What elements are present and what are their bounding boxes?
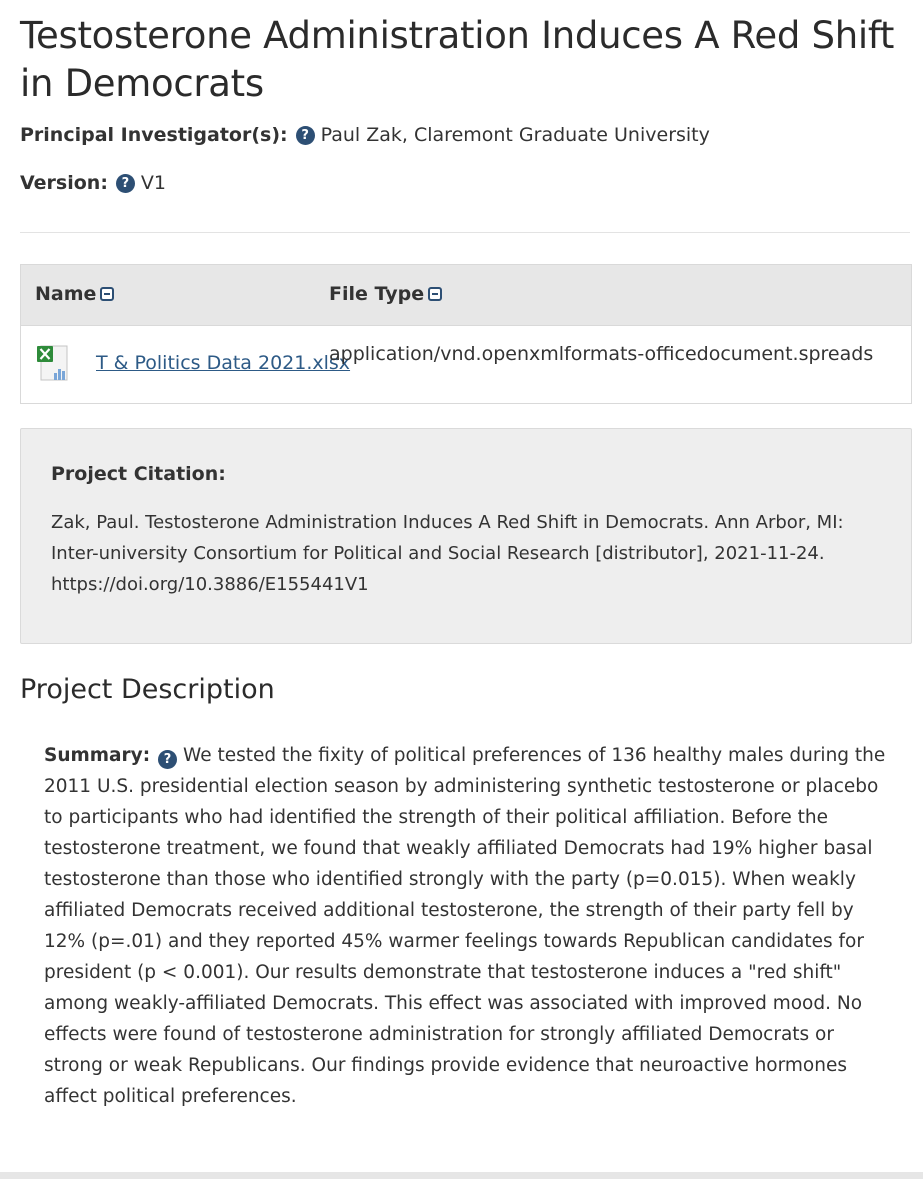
investigator-label: Principal Investigator(s): xyxy=(20,124,288,146)
sort-toggle-icon[interactable] xyxy=(100,287,114,301)
page-title: Testosterone Administration Induces A Red Shift in Democrats xyxy=(20,14,895,105)
table-row xyxy=(21,326,911,404)
files-table xyxy=(20,264,912,404)
citation-heading: Project Citation: xyxy=(51,463,226,485)
help-icon[interactable]: ? xyxy=(116,174,135,193)
column-header-name-label: Name xyxy=(35,283,97,305)
excel-file-icon xyxy=(37,344,73,384)
divider xyxy=(20,232,910,233)
description-heading: Project Description xyxy=(20,674,275,705)
version-value: V1 xyxy=(140,172,167,194)
column-header-file-type[interactable] xyxy=(329,283,442,305)
files-table-header xyxy=(21,265,911,326)
investigator-row xyxy=(20,124,710,146)
version-label: Version: xyxy=(20,172,108,194)
summary-text: We tested the fixity of political preferences of 136 healthy males during the 2011 U.S. presidential election season by administering synthetic testosterone or placebo to participants who had identified the strength of their political affiliation. Before the testosterone treatment, we found that weakly affiliated Democrats had 19% higher basal testosterone than those who identified strongly with the party (p=0.015). When weakly affiliated Democrats received additional testosterone, the strength of their party fell by 12% (p=.01) and they reported 45% warmer feelings towards Republican candidates for president (p < 0.001). Our results demonstrate that testosterone induces a "red shift" among weakly-affiliated Democrats. This effect was associated with improved mood. No effects were found of testosterone administration for strongly affiliated Democrats or strong or weak Republicans. Our findings provide evidence that neuroactive hormones affect political preferences. xyxy=(44,745,886,1107)
citation-text: Zak, Paul. Testosterone Administration Induces A Red Shift in Democrats. Ann Arbor, MI: Inter-university Consortium for Political and Social Research [distributor], 2021-11-24. https://doi.org/10.3886/E155441V1 xyxy=(51,512,844,595)
file-download-link[interactable]: T & Politics Data 2021.xlsx xyxy=(96,352,351,374)
column-header-name[interactable] xyxy=(35,283,114,305)
investigator-value: Paul Zak, Claremont Graduate University xyxy=(320,124,710,146)
sort-toggle-icon[interactable] xyxy=(428,287,442,301)
summary-block xyxy=(44,740,894,1112)
help-icon[interactable]: ? xyxy=(296,126,315,145)
page-bottom-edge xyxy=(0,1172,923,1179)
file-type-value: application/vnd.openxmlformats-officedocument.spreads xyxy=(329,343,874,365)
help-icon[interactable]: ? xyxy=(158,750,177,769)
summary-label: Summary: xyxy=(44,745,151,766)
citation-panel xyxy=(20,428,912,644)
version-row xyxy=(20,172,166,194)
column-header-file-type-label: File Type xyxy=(329,283,425,305)
